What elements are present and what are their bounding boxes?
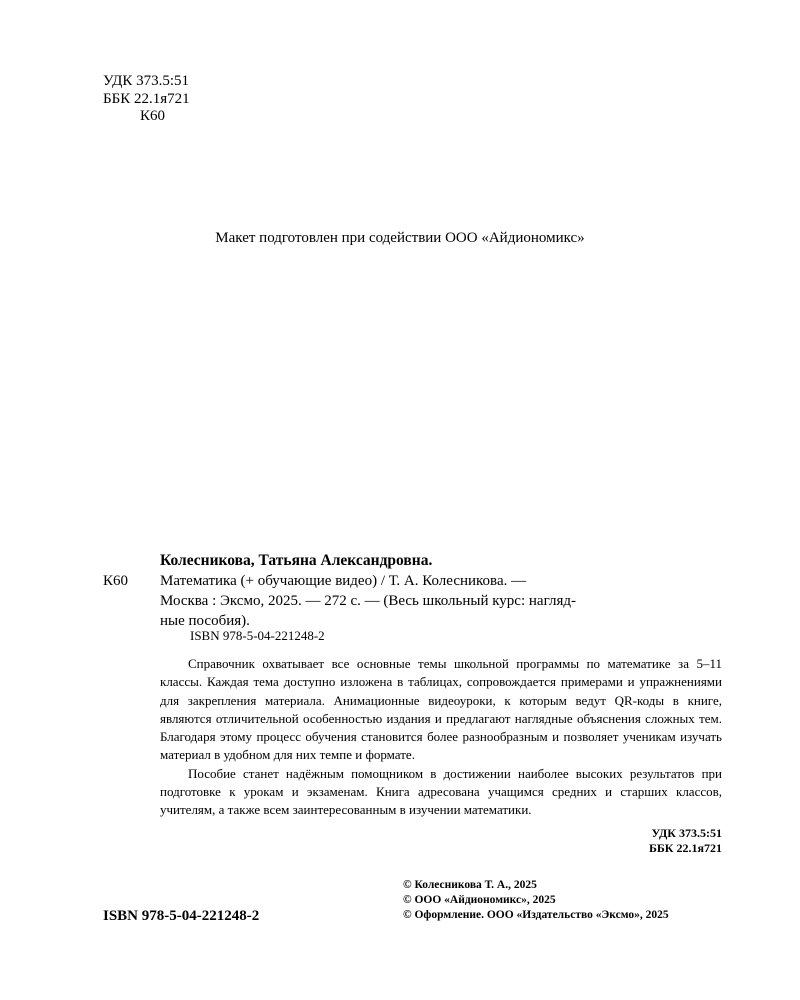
copyright-line: © Колесникова Т. А., 2025	[403, 879, 537, 891]
catalog-entry	[103, 551, 723, 631]
copyright-line: © Оформление. ООО «Издательство «Эксмо», 2025	[403, 909, 669, 921]
author-mark: К60	[140, 108, 166, 124]
classification-codes	[103, 73, 190, 126]
bottom-classification-codes	[560, 826, 722, 856]
isbn-main: ISBN 978-5-04-221248-2	[103, 908, 260, 924]
copyright-line: © ООО «Айдиономикс», 2025	[403, 894, 556, 906]
bottom-bbk-code: ББК 22.1я721	[648, 841, 722, 855]
abstract-paragraph-1: Справочник охватывает все основные темы школьной программы по математике за 5–11 классы. Каждая тема доступно изложена в таблицах, сопровождается примерами и упражнениями для закрепления материала. Анимационные видеоуроки, к которым ведут QR-коды в книге, являются отличительной особенностью издания и предлагают наглядные объяснения сложных тем. Благодаря этому процесс обучения становится более разнообразным и позволяет ученикам изучать материал в удобном для них темпе и формате.	[160, 656, 722, 763]
catalog-line-2: Москва : Эксмо, 2025. — 272 с. — (Весь школьный курс: нагляд-	[160, 593, 576, 609]
layout-credit: Макет подготовлен при содействии ООО «Айдиономикс»	[215, 230, 585, 246]
catalog-isbn: ISBN 978-5-04-221248-2	[190, 628, 325, 643]
bottom-udk-code: УДК 373.5:51	[651, 826, 722, 840]
bbk-code: ББК 22.1я721	[103, 90, 190, 107]
catalog-line-3: ные пособия).	[160, 613, 250, 629]
abstract	[160, 655, 722, 820]
catalog-line-1: Математика (+ обучающие видео) / Т. А. Колесникова. —	[160, 573, 527, 589]
catalog-author: Колесникова, Татьяна Александровна.	[160, 552, 433, 569]
abstract-paragraph-2: Пособие станет надёжным помощником в достижении наиболее высоких результатов при подготовке к урокам и экзаменам. Книга адресована учащимся средних и старших классов, учителям, а также всем заинтересованным в изучении математики.	[160, 765, 722, 818]
catalog-code: К60	[103, 573, 129, 589]
udk-code: УДК 373.5:51	[103, 73, 190, 89]
copyright-block	[403, 878, 669, 923]
